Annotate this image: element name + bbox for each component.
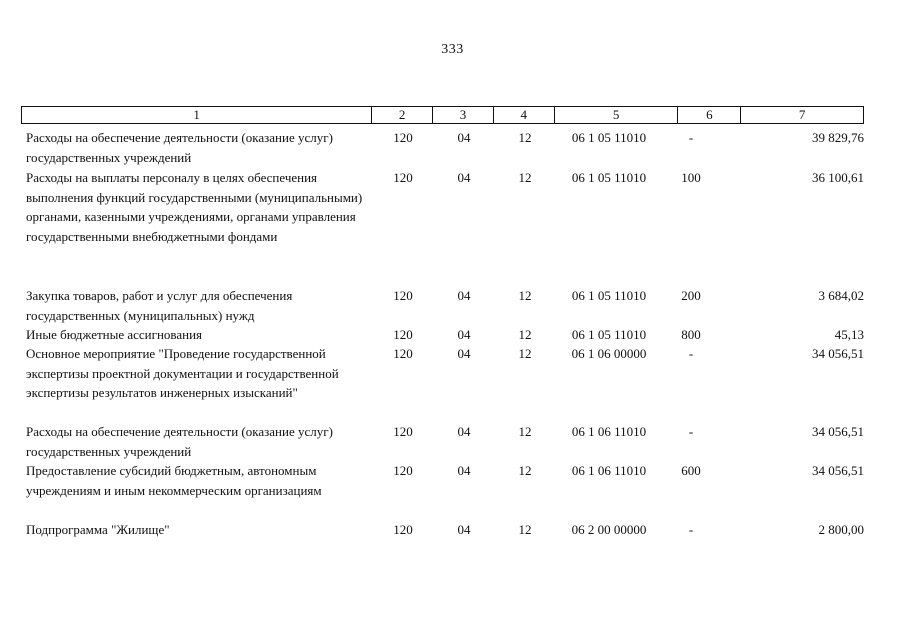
row-col-2: 120 — [393, 327, 413, 342]
row-name: Подпрограмма "Жилище" — [26, 522, 170, 537]
row-col-2: 120 — [393, 346, 413, 361]
header-col-2: 2 — [371, 107, 432, 123]
row-name: Расходы на обеспечение деятельности (оказание услуг) государственных учреждений — [26, 424, 333, 459]
row-col-3: 04 — [457, 288, 471, 303]
row-col-7: 39 829,76 — [812, 130, 864, 145]
row-col-2: 120 — [393, 424, 413, 439]
row-col-6: - — [688, 130, 694, 145]
row-col-3: 04 — [457, 424, 471, 439]
row-col-5: 06 1 05 11010 — [571, 327, 647, 342]
header-col-4: 4 — [493, 107, 554, 123]
row-col-4: 12 — [518, 130, 532, 145]
row-col-5: 06 1 05 11010 — [571, 170, 647, 185]
row-col-6: - — [688, 346, 694, 361]
row-name: Основное мероприятие "Проведение государственной экспертизы проектной документации и государственной экспертизы результатов инженерных изысканий" — [26, 346, 339, 400]
page-number: 333 — [441, 42, 464, 57]
row-col-5: 06 1 05 11010 — [571, 130, 647, 145]
row-col-7: 34 056,51 — [812, 346, 864, 361]
row-name: Расходы на обеспечение деятельности (оказание услуг) государственных учреждений — [26, 130, 333, 165]
row-col-3: 04 — [457, 522, 471, 537]
row-col-7: 45,13 — [834, 327, 864, 342]
row-col-3: 04 — [457, 463, 471, 478]
row-col-4: 12 — [518, 424, 532, 439]
row-col-3: 04 — [457, 170, 471, 185]
row-col-5: 06 1 06 11010 — [571, 424, 647, 439]
row-name: Закупка товаров, работ и услуг для обеспечения государственных (муниципальных) нужд — [26, 288, 293, 323]
row-col-7: 34 056,51 — [812, 424, 864, 439]
header-col-6: 6 — [677, 107, 740, 123]
row-col-4: 12 — [518, 522, 532, 537]
row-col-4: 12 — [518, 327, 532, 342]
row-col-6: 800 — [681, 327, 701, 342]
row-name: Предоставление субсидий бюджетным, автономным учреждениям и иным некоммерческим организациям — [26, 463, 322, 498]
row-col-3: 04 — [457, 130, 471, 145]
header-col-1: 1 — [193, 107, 200, 122]
row-name: Расходы на выплаты персоналу в целях обеспечения выполнения функций государственными (муниципальными) органами, казенными учреждениями, органами управления государственными внебюджетными фондами — [26, 170, 363, 244]
row-col-2: 120 — [393, 522, 413, 537]
row-col-4: 12 — [518, 288, 532, 303]
row-col-3: 04 — [457, 346, 471, 361]
row-name: Иные бюджетные ассигнования — [26, 327, 203, 342]
row-col-5: 06 2 00 00000 — [571, 522, 647, 537]
row-col-5: 06 1 06 00000 — [571, 346, 647, 361]
header-col-7: 7 — [740, 107, 863, 123]
table-header — [21, 106, 864, 124]
row-col-2: 120 — [393, 130, 413, 145]
row-col-3: 04 — [457, 327, 471, 342]
header-col-5: 5 — [554, 107, 678, 123]
row-col-5: 06 1 06 11010 — [571, 463, 647, 478]
row-col-7: 3 684,02 — [818, 288, 864, 303]
row-col-6: 200 — [681, 288, 701, 303]
row-col-2: 120 — [393, 288, 413, 303]
row-col-7: 34 056,51 — [812, 463, 864, 478]
row-col-6: 100 — [681, 170, 701, 185]
header-col-3: 3 — [432, 107, 493, 123]
row-col-6: 600 — [681, 463, 701, 478]
row-col-2: 120 — [393, 463, 413, 478]
row-col-6: - — [688, 522, 694, 537]
row-col-4: 12 — [518, 346, 532, 361]
row-col-6: - — [688, 424, 694, 439]
row-col-4: 12 — [518, 463, 532, 478]
row-col-5: 06 1 05 11010 — [571, 288, 647, 303]
row-col-7: 36 100,61 — [812, 170, 864, 185]
row-col-2: 120 — [393, 170, 413, 185]
row-col-7: 2 800,00 — [818, 522, 864, 537]
row-col-4: 12 — [518, 170, 532, 185]
